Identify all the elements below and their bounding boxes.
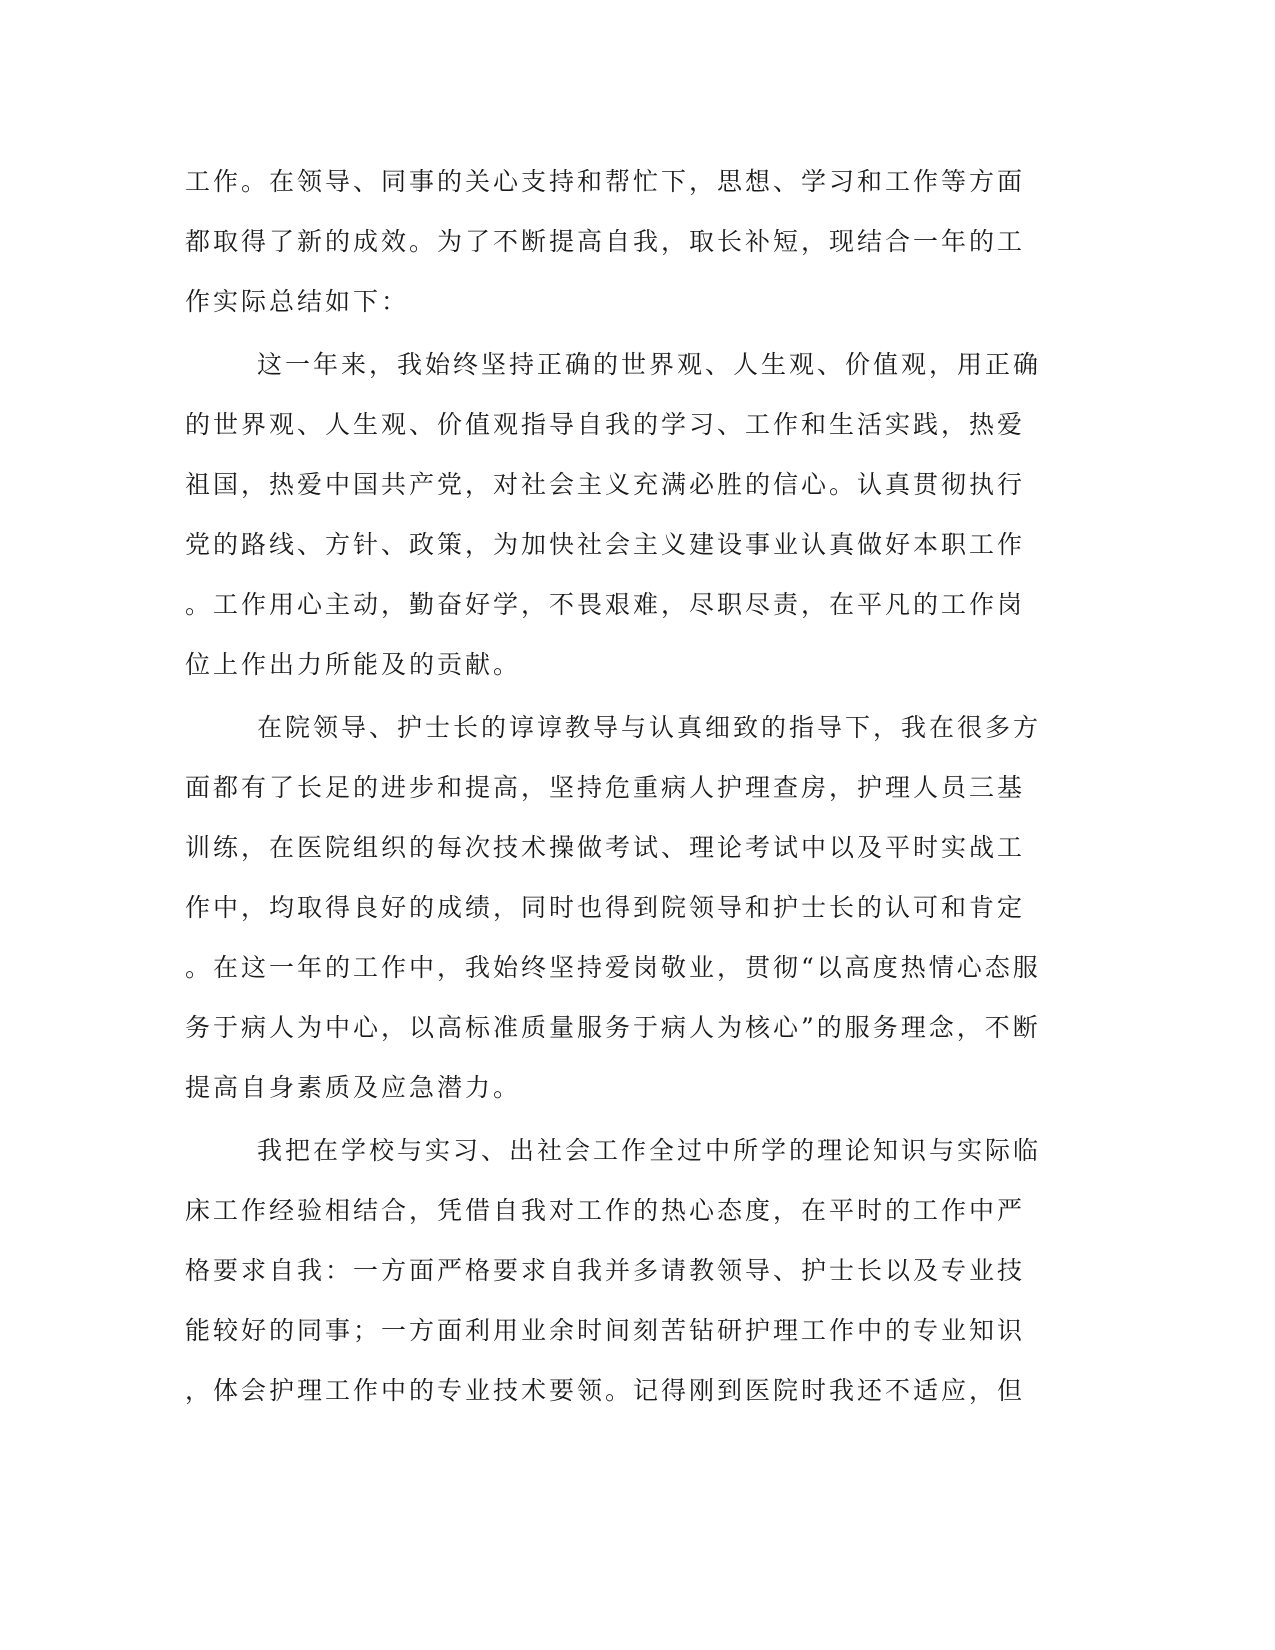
paragraph-4-line-4: 能较好的同事；一方面利用业余时间刻苦钻研护理工作中的专业知识 [185, 1316, 1026, 1345]
paragraph-1-line-2: 都取得了新的成效。为了不断提高自我，取长补短，现结合一年的工 [185, 227, 1026, 256]
paragraph-3-line-4: 作中，均取得良好的成绩，同时也得到院领导和护士长的认可和肯定 [185, 893, 1026, 922]
paragraph-2-line-4: 党的路线、方针、政策，为加快社会主义建设事业认真做好本职工作 [185, 530, 1026, 559]
paragraph-2-line-1: 这一年来，我始终坚持正确的世界观、人生观、价值观，用正确 [257, 350, 1042, 379]
paragraph-3-line-7: 提高自身素质及应急潜力。 [185, 1073, 522, 1102]
paragraph-2-line-6: 位上作出力所能及的贡献。 [185, 650, 522, 679]
paragraph-1-line-1: 工作。在领导、同事的关心支持和帮忙下，思想、学习和工作等方面 [185, 167, 1026, 196]
paragraph-2-line-2: 的世界观、人生观、价值观指导自我的学习、工作和生活实践，热爱 [185, 410, 1026, 439]
paragraph-4-line-2: 床工作经验相结合，凭借自我对工作的热心态度，在平时的工作中严 [185, 1196, 1026, 1225]
paragraph-2-line-3: 祖国，热爱中国共产党，对社会主义充满必胜的信心。认真贯彻执行 [185, 470, 1026, 499]
paragraph-3-line-6: 务于病人为中心，以高标准质量服务于病人为核心”的服务理念，不断 [185, 1013, 1041, 1042]
paragraph-1-line-3: 作实际总结如下： [185, 287, 410, 316]
paragraph-3-line-3: 训练，在医院组织的每次技术操做考试、理论考试中以及平时实战工 [185, 833, 1026, 862]
paragraph-3-line-1: 在院领导、护士长的谆谆教导与认真细致的指导下，我在很多方 [257, 713, 1042, 742]
paragraph-4-line-5: ，体会护理工作中的专业技术要领。记得刚到医院时我还不适应，但 [185, 1376, 1026, 1405]
paragraph-2-line-5: 。工作用心主动，勤奋好学，不畏艰难，尽职尽责，在平凡的工作岗 [185, 590, 1026, 619]
paragraph-3-line-2: 面都有了长足的进步和提高，坚持危重病人护理查房，护理人员三基 [185, 773, 1026, 802]
paragraph-3-line-5: 。在这一年的工作中，我始终坚持爱岗敬业，贯彻“以高度热情心态服 [185, 953, 1041, 982]
paragraph-4-line-3: 格要求自我：一方面严格要求自我并多请教领导、护士长以及专业技 [185, 1256, 1026, 1285]
document-body [185, 158, 1045, 1427]
paragraph-4-line-1: 我把在学校与实习、出社会工作全过中所学的理论知识与实际临 [257, 1136, 1042, 1165]
